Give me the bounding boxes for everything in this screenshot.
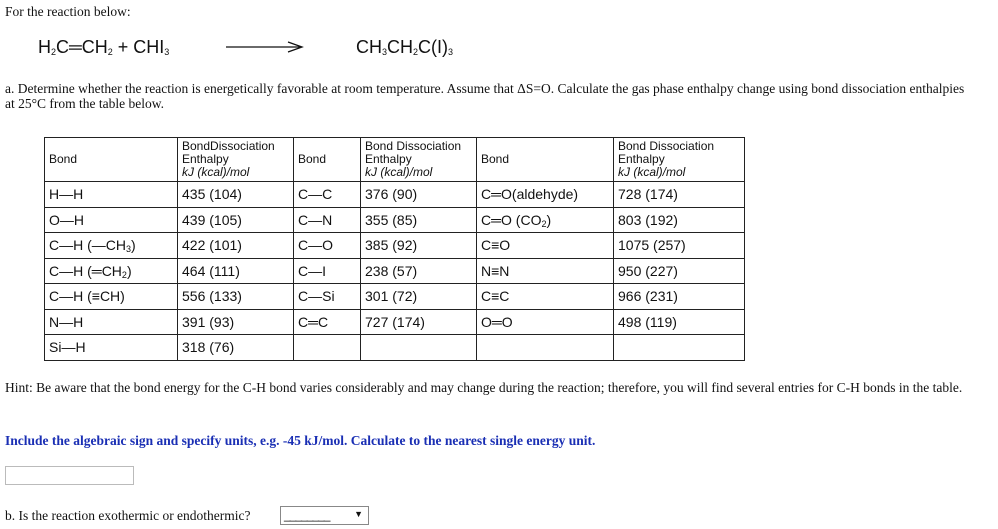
part-b-question: b. Is the reaction exothermic or endothermic? <box>5 508 251 523</box>
bond-cell: C—I <box>294 258 361 284</box>
bond-cell: C—Si <box>294 284 361 310</box>
bond-cell: C—H (≡CH) <box>45 284 178 310</box>
bond-cell <box>294 335 361 361</box>
energy-cell: 728 (174) <box>614 182 745 208</box>
header-bde: Bond Dissociation Enthalpy kJ (kcal)/mol <box>361 138 477 182</box>
table-header-row <box>45 138 745 182</box>
energy-cell: 498 (119) <box>614 309 745 335</box>
table-row <box>45 207 745 233</box>
energy-cell: 238 (57) <box>361 258 477 284</box>
energy-cell: 391 (93) <box>178 309 294 335</box>
bond-cell: C—H $(—CH_3)$ <box>45 233 178 259</box>
reaction-arrow-icon <box>226 41 304 53</box>
energy-cell: 301 (72) <box>361 284 477 310</box>
header-bond: Bond <box>294 138 361 182</box>
part-a-question: a. Determine whether the reaction is energetically favorable at room temperature. Assume that ΔS=O. Calculate the gas phase enthalpy change using bond dissociation enthalpies at 25°C from the table below. <box>5 81 965 111</box>
bond-cell: N≡N <box>477 258 614 284</box>
energy-cell: 727 (174) <box>361 309 477 335</box>
dropdown-caret-icon: ▼ <box>354 509 363 519</box>
table-row <box>45 335 745 361</box>
energy-cell: 966 (231) <box>614 284 745 310</box>
table-row <box>45 309 745 335</box>
bond-cell: C—O <box>294 233 361 259</box>
energy-cell <box>361 335 477 361</box>
energy-cell: 385 (92) <box>361 233 477 259</box>
energy-cell: 950 (227) <box>614 258 745 284</box>
energy-cell: 803 (192) <box>614 207 745 233</box>
bond-cell: C═O $(CO_2)$ <box>477 207 614 233</box>
energy-cell: 464 (111) <box>178 258 294 284</box>
product: $CH_3CH_2C(I)_3$ <box>356 37 454 57</box>
energy-cell: 355 (85) <box>361 207 477 233</box>
energy-cell: 439 (105) <box>178 207 294 233</box>
bond-cell: C—H $(═CH_2)$ <box>45 258 178 284</box>
energy-cell: 422 (101) <box>178 233 294 259</box>
energy-cell: 556 (133) <box>178 284 294 310</box>
bond-cell: H—H <box>45 182 178 208</box>
energy-cell: 1075 (257) <box>614 233 745 259</box>
bond-cell: O—H <box>45 207 178 233</box>
energy-cell: 435 (104) <box>178 182 294 208</box>
bond-cell: N—H <box>45 309 178 335</box>
energy-cell <box>614 335 745 361</box>
bond-cell: C═O(aldehyde) <box>477 182 614 208</box>
header-bond: Bond <box>45 138 178 182</box>
bond-cell <box>477 335 614 361</box>
table-row <box>45 233 745 259</box>
bond-cell: C≡O <box>477 233 614 259</box>
intro-text: For the reaction below: <box>5 4 131 19</box>
table-row <box>45 258 745 284</box>
energy-cell: 318 (76) <box>178 335 294 361</box>
header-bde: BondDissociation Enthalpy kJ (kcal)/mol <box>178 138 294 182</box>
exo-endo-select[interactable] <box>280 506 369 525</box>
header-bde: Bond Dissociation Enthalpy kJ (kcal)/mol <box>614 138 745 182</box>
bond-cell: C—C <box>294 182 361 208</box>
hint-text: Hint: Be aware that the bond energy for the C-H bond varies considerably and may change during the reaction; therefore, you will find several entries for C-H bonds in the table. <box>5 380 963 395</box>
reaction-equation <box>38 37 558 63</box>
table-row <box>45 182 745 208</box>
energy-cell: 376 (90) <box>361 182 477 208</box>
reactants: $H_2C═CH_2 + CHI_3$ <box>38 37 170 57</box>
bond-cell: C≡C <box>477 284 614 310</box>
table-row <box>45 284 745 310</box>
header-bond: Bond <box>477 138 614 182</box>
bond-cell: C—N <box>294 207 361 233</box>
bond-cell: C═C <box>294 309 361 335</box>
bond-cell: O═O <box>477 309 614 335</box>
select-value: ________ <box>284 508 330 522</box>
instruction-text: Include the algebraic sign and specify units, e.g. -45 kJ/mol. Calculate to the nearest single energy unit. <box>5 433 596 448</box>
bond-cell: Si—H <box>45 335 178 361</box>
answer-input[interactable] <box>5 466 134 485</box>
bond-enthalpy-table <box>44 137 745 361</box>
